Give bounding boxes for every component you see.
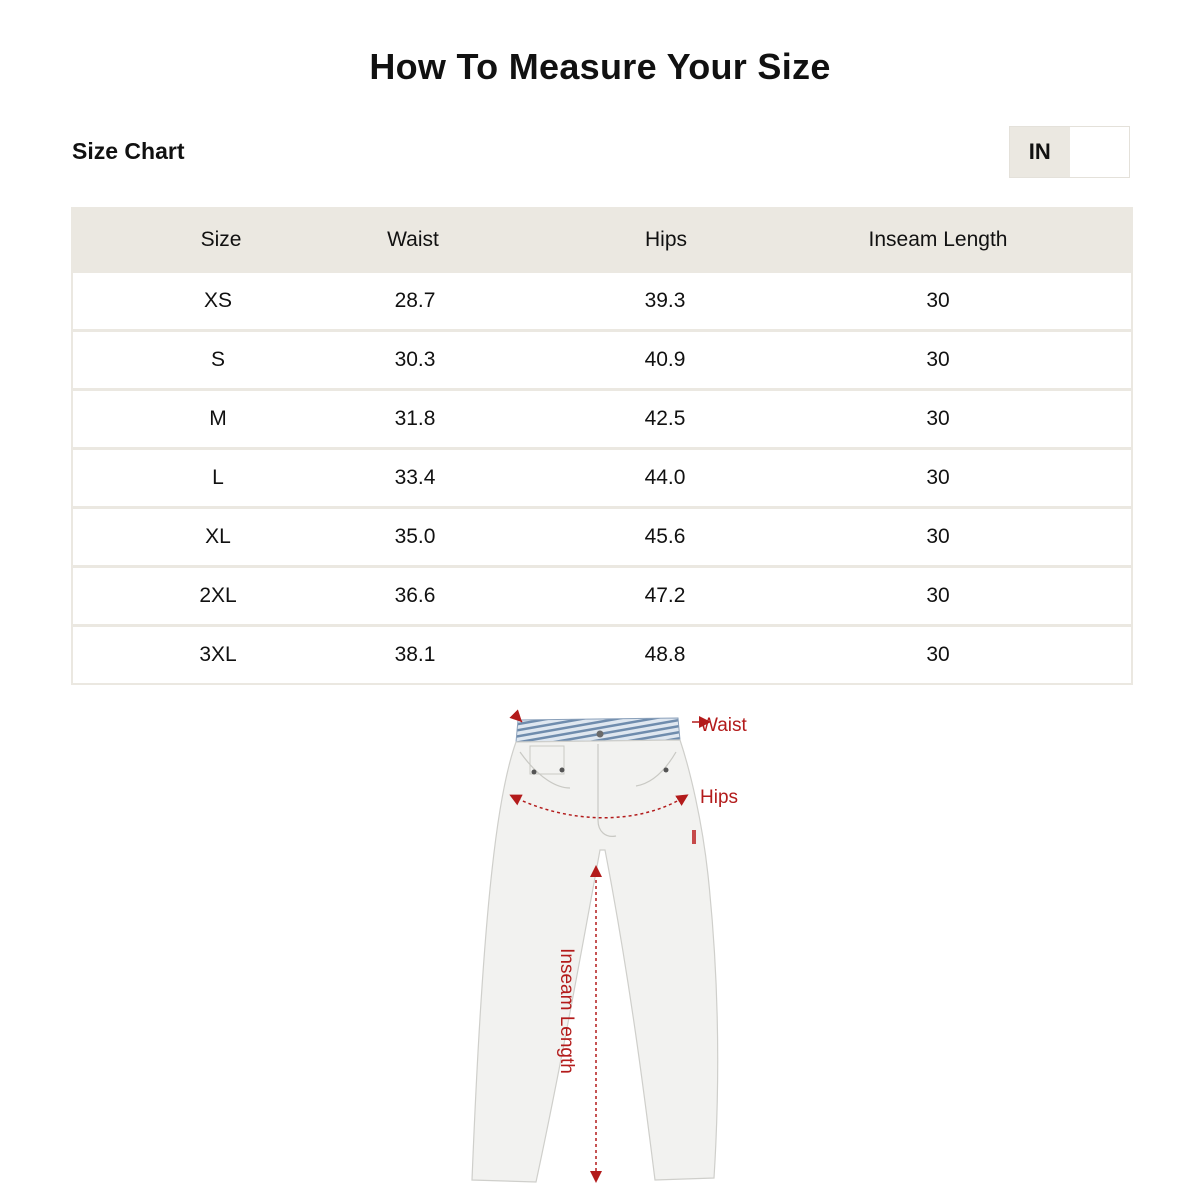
cell-waist: 38.1 — [394, 643, 436, 666]
cell-inseam: 30 — [926, 407, 950, 430]
table-header-row — [73, 209, 1131, 270]
cell-size: 3XL — [199, 643, 237, 666]
cell-size: L — [212, 466, 224, 489]
header-inseam-length: Inseam Length — [868, 227, 1008, 251]
cell-size: S — [210, 348, 225, 371]
cell-inseam: 30 — [926, 525, 950, 548]
cell-size: XS — [203, 289, 232, 312]
pants-body — [472, 740, 718, 1182]
header-hips: Hips — [644, 227, 687, 251]
cell-inseam: 30 — [926, 289, 950, 312]
table-row — [73, 506, 1131, 565]
table-row — [73, 624, 1131, 683]
page-title: How To Measure Your Size — [369, 46, 831, 87]
cell-size: XL — [205, 525, 231, 548]
cell-inseam: 30 — [926, 466, 950, 489]
cell-inseam: 30 — [926, 348, 950, 371]
cell-waist: 30.3 — [394, 348, 436, 371]
pants-rivet — [560, 768, 565, 773]
cell-waist: 35.0 — [394, 525, 436, 548]
cell-hips: 48.8 — [644, 643, 686, 666]
table-row — [73, 565, 1131, 624]
size-chart-label: Size Chart — [72, 138, 185, 164]
pants-waistband — [516, 718, 680, 742]
table-row — [73, 388, 1131, 447]
cell-inseam: 30 — [926, 643, 950, 666]
pants-rivet — [664, 768, 669, 773]
table-row — [73, 329, 1131, 388]
cell-size: 2XL — [199, 584, 237, 607]
cell-hips: 39.3 — [644, 289, 686, 312]
cell-waist: 36.6 — [394, 584, 436, 607]
pants-illustration — [440, 700, 780, 1195]
cell-hips: 42.5 — [644, 407, 686, 430]
size-table — [71, 207, 1133, 685]
header-waist: Waist — [387, 227, 439, 251]
pants-rivet — [532, 770, 537, 775]
inseam-length-label: Inseam Length — [556, 948, 577, 1074]
pants-button — [597, 731, 604, 738]
cell-size: M — [209, 407, 227, 430]
cell-waist: 31.8 — [394, 407, 436, 430]
hips-label: Hips — [700, 787, 739, 808]
table-row — [73, 447, 1131, 506]
table-row — [73, 270, 1131, 329]
unit-option-cm[interactable] — [1070, 127, 1130, 177]
cell-waist: 28.7 — [394, 289, 436, 312]
cell-waist: 33.4 — [394, 466, 436, 489]
unit-toggle[interactable] — [1009, 126, 1130, 178]
unit-option-in[interactable]: IN — [1010, 127, 1070, 177]
cell-hips: 47.2 — [644, 584, 686, 607]
cell-inseam: 30 — [926, 584, 950, 607]
cell-hips: 44.0 — [644, 466, 686, 489]
measurement-diagram — [440, 700, 780, 1195]
cell-hips: 45.6 — [644, 525, 686, 548]
pants-tab — [692, 830, 696, 844]
header-size: Size — [200, 227, 242, 251]
waist-label: Waist — [700, 715, 747, 736]
cell-hips: 40.9 — [644, 348, 686, 371]
